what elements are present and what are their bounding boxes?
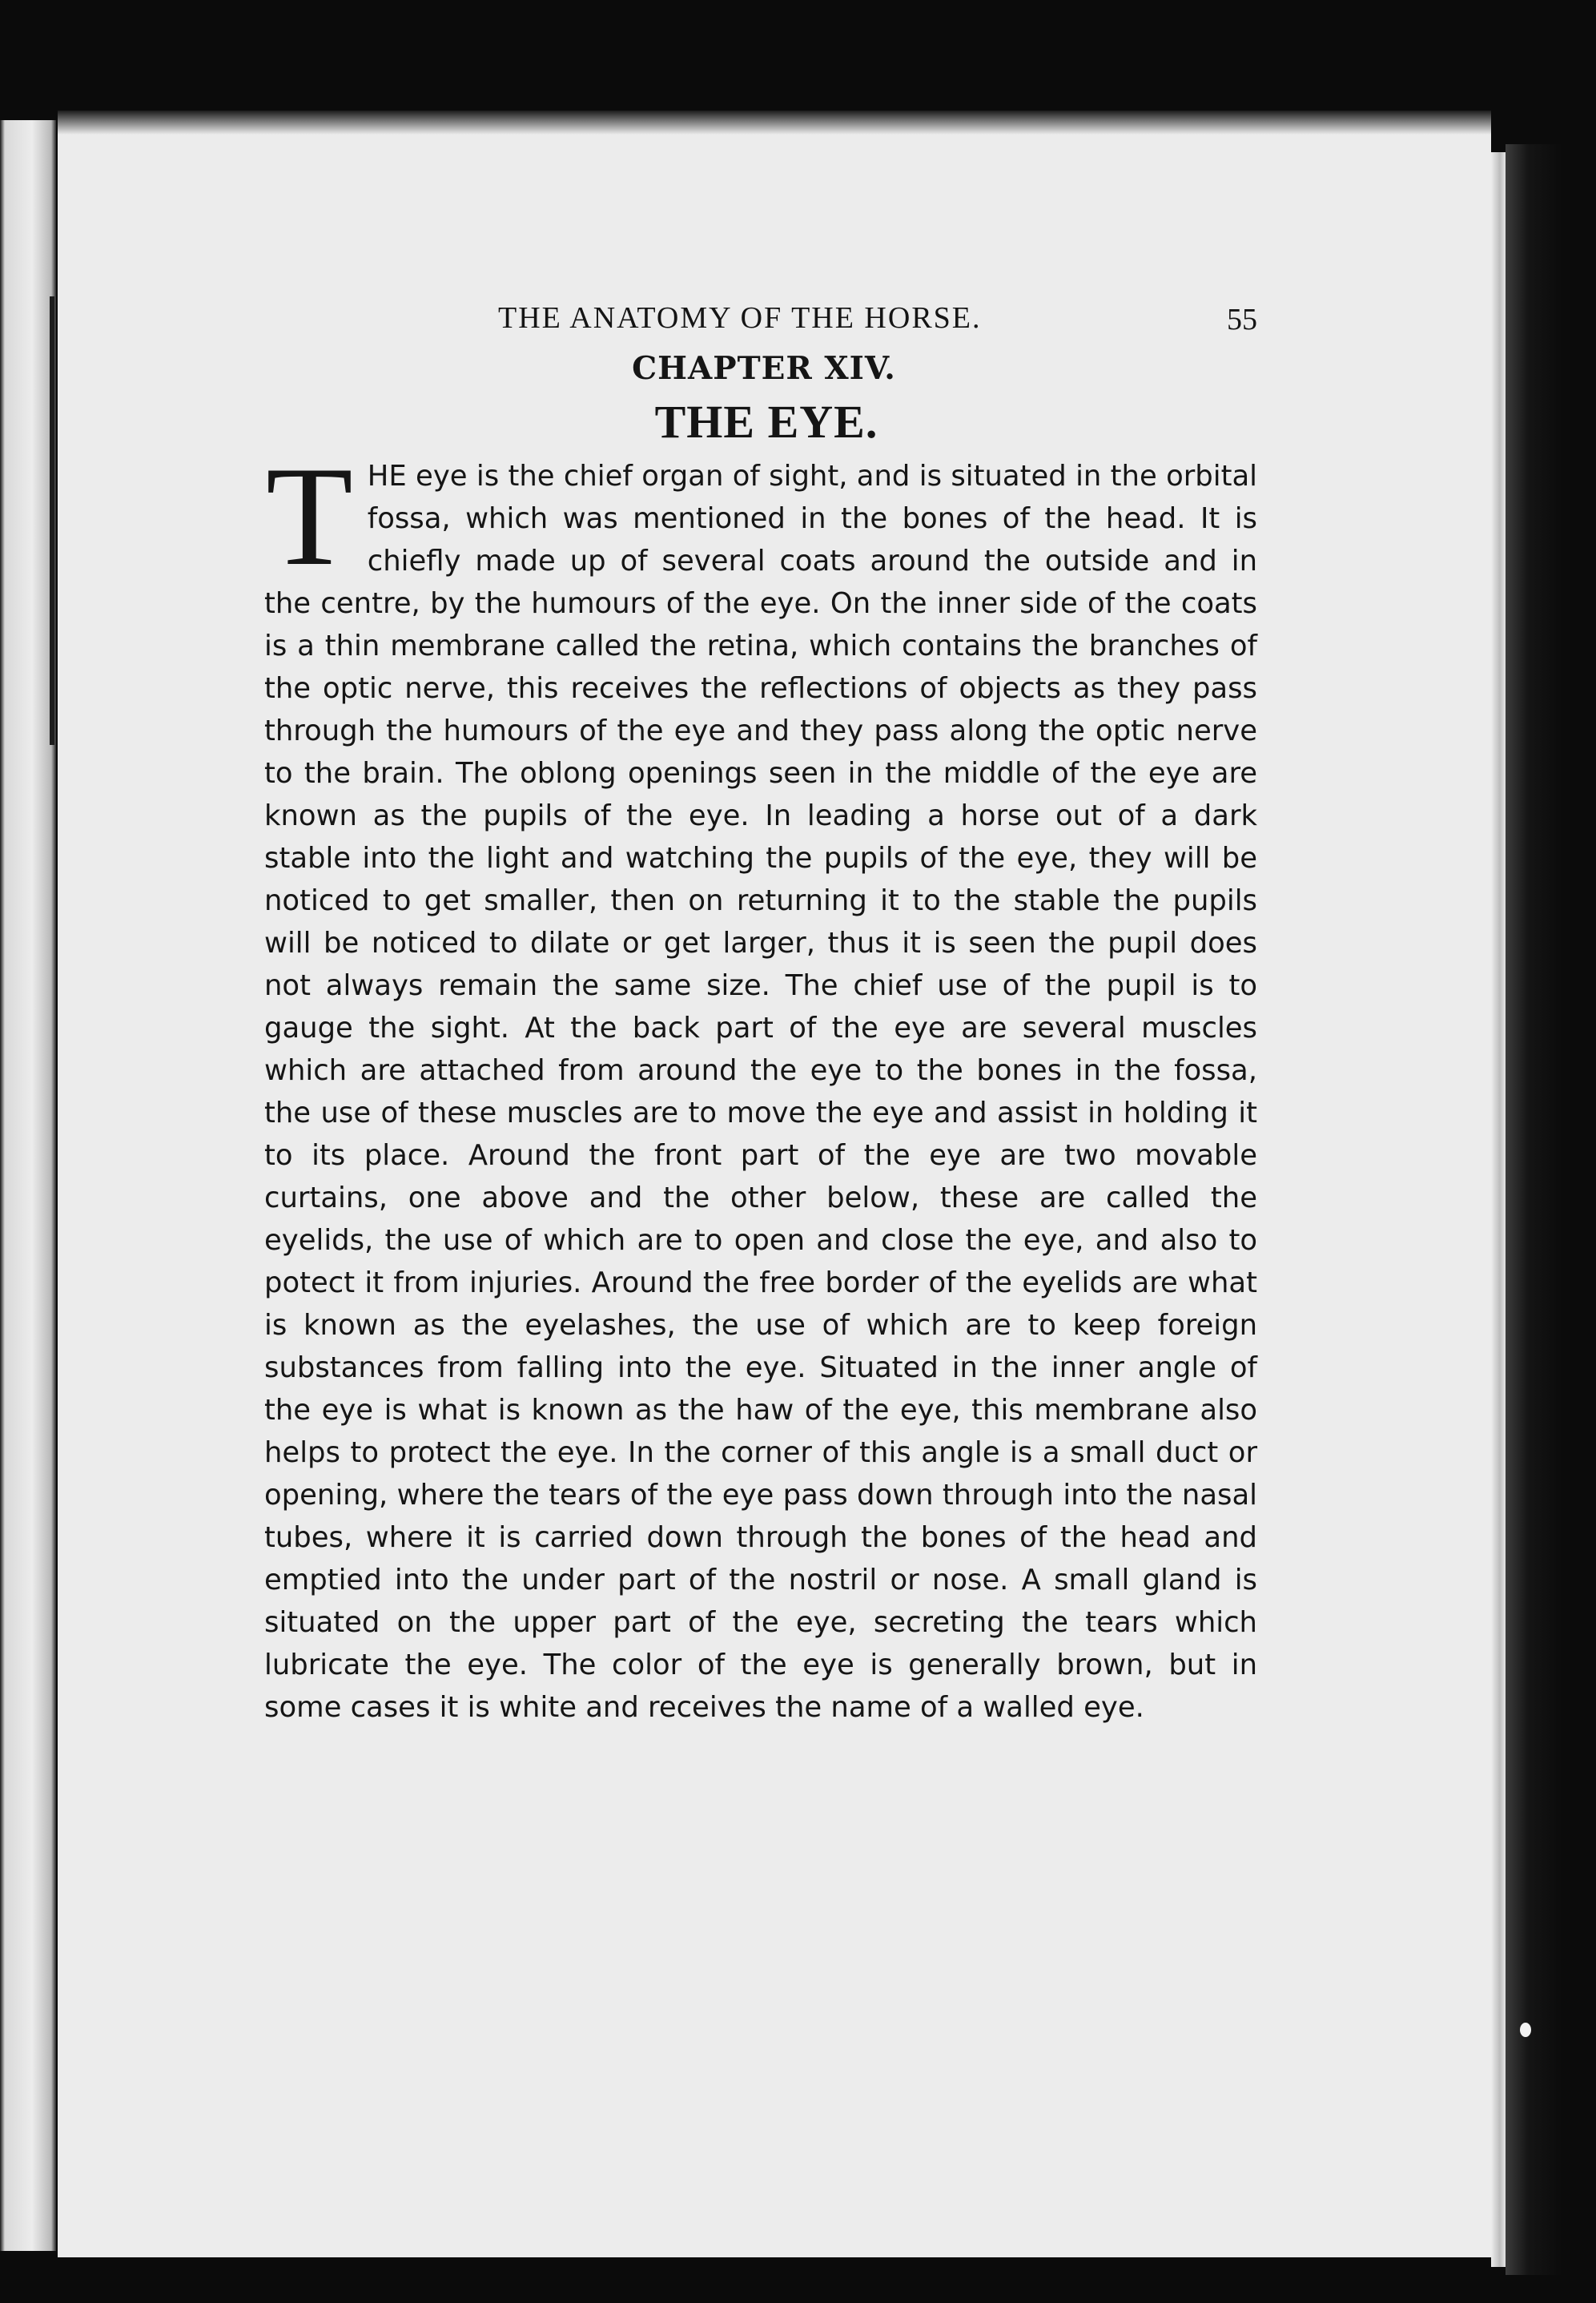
book-binding: [1506, 144, 1562, 2275]
running-title: THE ANATOMY OF THE HORSE.: [498, 301, 982, 335]
page-right-edge: [1491, 152, 1506, 2267]
chapter-label: CHAPTER XIV.: [632, 350, 896, 387]
scan-artifact-line: [50, 296, 54, 745]
facing-page-edge: [0, 120, 56, 2251]
chapter-title: THE EYE.: [654, 396, 878, 448]
binding-light-spot: [1520, 2023, 1531, 2037]
body-paragraph: HE eye is the chief organ of sight, and is situated in the orbital fossa, which was mentioned in the bones of the head. It is chiefly made up of several coats around the outside and in the centre, by the humours of the eye. On the inner side of the coats is a thin membrane called the retina, which contains the branches of the optic nerve, this receives the reflections of objects as they pass through the humours of the eye and they pass along the optic nerve to the brain. The oblong openings seen in the middle of the eye are known as the pupils of the eye. In leading a horse out of a dark stable into the light and watching the pupils of the eye, they will be noticed to get smaller, then on returning it to the stable the pupils will be noticed to dilate or get larger, thus it is seen the pupil does not always remain the same size. The chief use of the pupil is to gauge the sight. At the back part of the eye are several muscles which are attached from around the eye to the bones in the fossa, the use of these muscles are to move the eye and assist in holding it to its place. Around the front part of the eye are two movable curtains, one above and the other below, these are called the eyelids, the use of which are to open and close the eye, and also to potect it from injuries. Around the free border of the eyelids are what is known as the eyelashes, the use of which are to keep foreign substances from falling into the eye. Situated in the inner angle of the eye is what is known as the haw of the eye, this membrane also helps to protect the eye. In the corner of this angle is a small duct or opening, where the tears of the eye pass down through into the nasal tubes, where it is carried down through the bones of the head and emptied into the under part of the nostril or nose. A small gland is situated on the upper part of the eye, secreting the tears which lubricate the eye. The color of the eye is generally brown, but in some cases it is white and receives the name of a walled eye.: [264, 460, 1257, 1724]
chapter-body: [264, 437, 1257, 1729]
running-head: [264, 300, 1257, 348]
drop-cap: T: [266, 437, 353, 595]
page-number: 55: [1227, 303, 1257, 336]
page-top-shadow: [58, 111, 1491, 135]
page-content: [264, 300, 1257, 1729]
